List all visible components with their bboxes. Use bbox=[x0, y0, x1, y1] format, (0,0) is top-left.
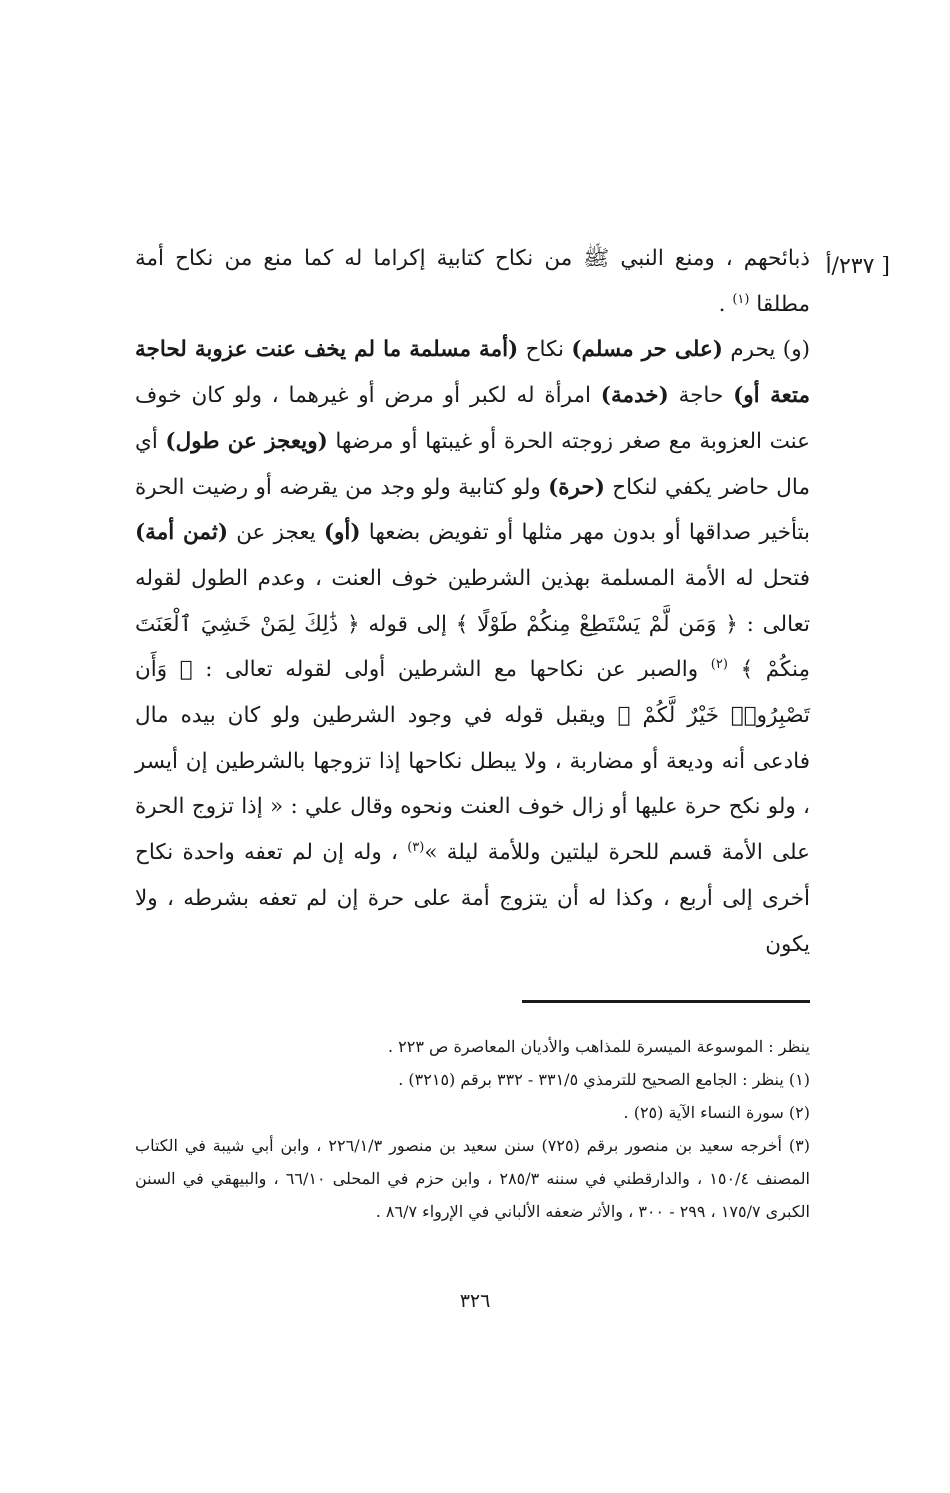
footnote-2: (٢) سورة النساء الآية (٢٥) . bbox=[623, 1103, 810, 1122]
footnote-ref-3: (٣) bbox=[407, 839, 425, 855]
footnote-ref-1: (١) bbox=[732, 291, 750, 307]
p2-bold-l: (أو) bbox=[323, 520, 361, 546]
p2-segment-o: فتحل له الأمة المسلمة بهذين الشرطين خوف العنت ، وعدم الطول لقوله تعالى : ﴿ وَمَن لَّمْ يَسْتَطِعْ مِنكُمْ طَوْلًا ﴾ إلى قوله ﴿ ذَٰلِكَ لِمَنْ خَشِيَ ٱلْعَنَتَ مِنكُمْ ﴾ bbox=[135, 565, 810, 683]
footnote-ref-2: (٢) bbox=[710, 657, 728, 673]
p2-bold-n: (ثمن أمة) bbox=[135, 520, 228, 546]
p2-bold-b: (على حر مسلم) bbox=[571, 337, 723, 363]
p2-segment-q: ، وله إن لم تعفه واحدة نكاح أخرى إلى أربع ، وكذا له أن يتزوج أمة على حرة إن لم تعفه بشرطه ، ولا يكون bbox=[135, 840, 810, 957]
p2-segment-e: حاجة bbox=[668, 383, 734, 409]
p2-bold-d: (أمة مسلمة ما لم يخف عنت عزوبة لحاجة متعة أو) bbox=[135, 337, 811, 409]
footnotes-section bbox=[135, 1030, 810, 1228]
p2-bold-j: (حرة) bbox=[548, 474, 605, 500]
footnote-separator-rule bbox=[522, 1000, 810, 1003]
p2-bold-h: (ويعجز عن طول) bbox=[165, 428, 328, 454]
p2-segment-p: والصبر عن نكاحها مع الشرطين أولى لقوله تعالى : ﴿ وَأَن تَصْبِرُوا۟ خَيْرٌ لَّكُمْ ﴾ ويقبل قوله في وجود الشرطين ولو كان بيده مال فادعى أنه وديعة أو مضاربة ، ولا يبطل نكاحها إذا تزوجها بالشرطين إن أيسر ، ولو نكح حرة عليها أو زال خوف العنت ونحوه وقال علي : « إذا تزوج الحرة على الأمة قسم للحرة ليلتين وللأمة ليلة » bbox=[135, 657, 810, 866]
p2-segment-i: أي مال حاضر يكفي لنكاح bbox=[135, 428, 810, 500]
footnote-1: (١) ينظر : الجامع الصحيح للترمذي ٣٣١/٥ - ٣٣٢ برقم (٣٢١٥) . bbox=[398, 1070, 810, 1089]
paragraph-1 bbox=[135, 236, 810, 327]
p1-text: ذبائحهم ، ومنع النبي ﷺ من نكاح كتابية إكراما له كما منع من نكاح أمة مطلقا bbox=[135, 246, 810, 317]
footnote-0: ينظر : الموسوعة الميسرة للمذاهب والأديان المعاصرة ص ٢٢٣ . bbox=[388, 1037, 810, 1056]
margin-folio-note: [ ٢٣٧/أ bbox=[825, 254, 890, 279]
p1-end: . bbox=[718, 291, 733, 317]
page-number: ٣٢٦ bbox=[459, 1290, 491, 1312]
footnote-3: (٣) أخرجه سعيد بن منصور برقم (٧٢٥) سنن سعيد بن منصور ٢٢٦/١/٣ ، وابن أبي شيبة في الكتاب المصنف ١٥٠/٤ ، والدارقطني في سننه ٢٨٥/٣ ، وابن حزم في المحلى ٦٦/١٠ ، والبيهقي في السنن الكبرى ١٧٥/٧ ، ٢٩٩ - ٣٠٠ ، والأثر ضعفه الألباني في الإرواء ٨٦/٧ . bbox=[135, 1136, 811, 1221]
p2-segment-m: يعجز عن bbox=[228, 520, 324, 546]
p2-bold-f: (خدمة) bbox=[600, 383, 669, 409]
main-text-body bbox=[135, 236, 810, 967]
paragraph-2 bbox=[135, 327, 810, 967]
p2-segment-g: امرأة له لكبر أو مرض أو غيرهما ، ولو كان خوف عنت العزوبة مع صغر زوجته الحرة أو غيبتها أو مرضها bbox=[135, 383, 811, 454]
p2-segment-k: ولو كتابية ولو وجد من يقرضه أو رضيت الحرة بتأخير صداقها أو بدون مهر مثلها أو تفويض بضعها bbox=[135, 474, 811, 546]
p2-segment-a: (و) يحرم bbox=[722, 337, 810, 363]
p2-segment-c: نكاح bbox=[518, 337, 572, 363]
